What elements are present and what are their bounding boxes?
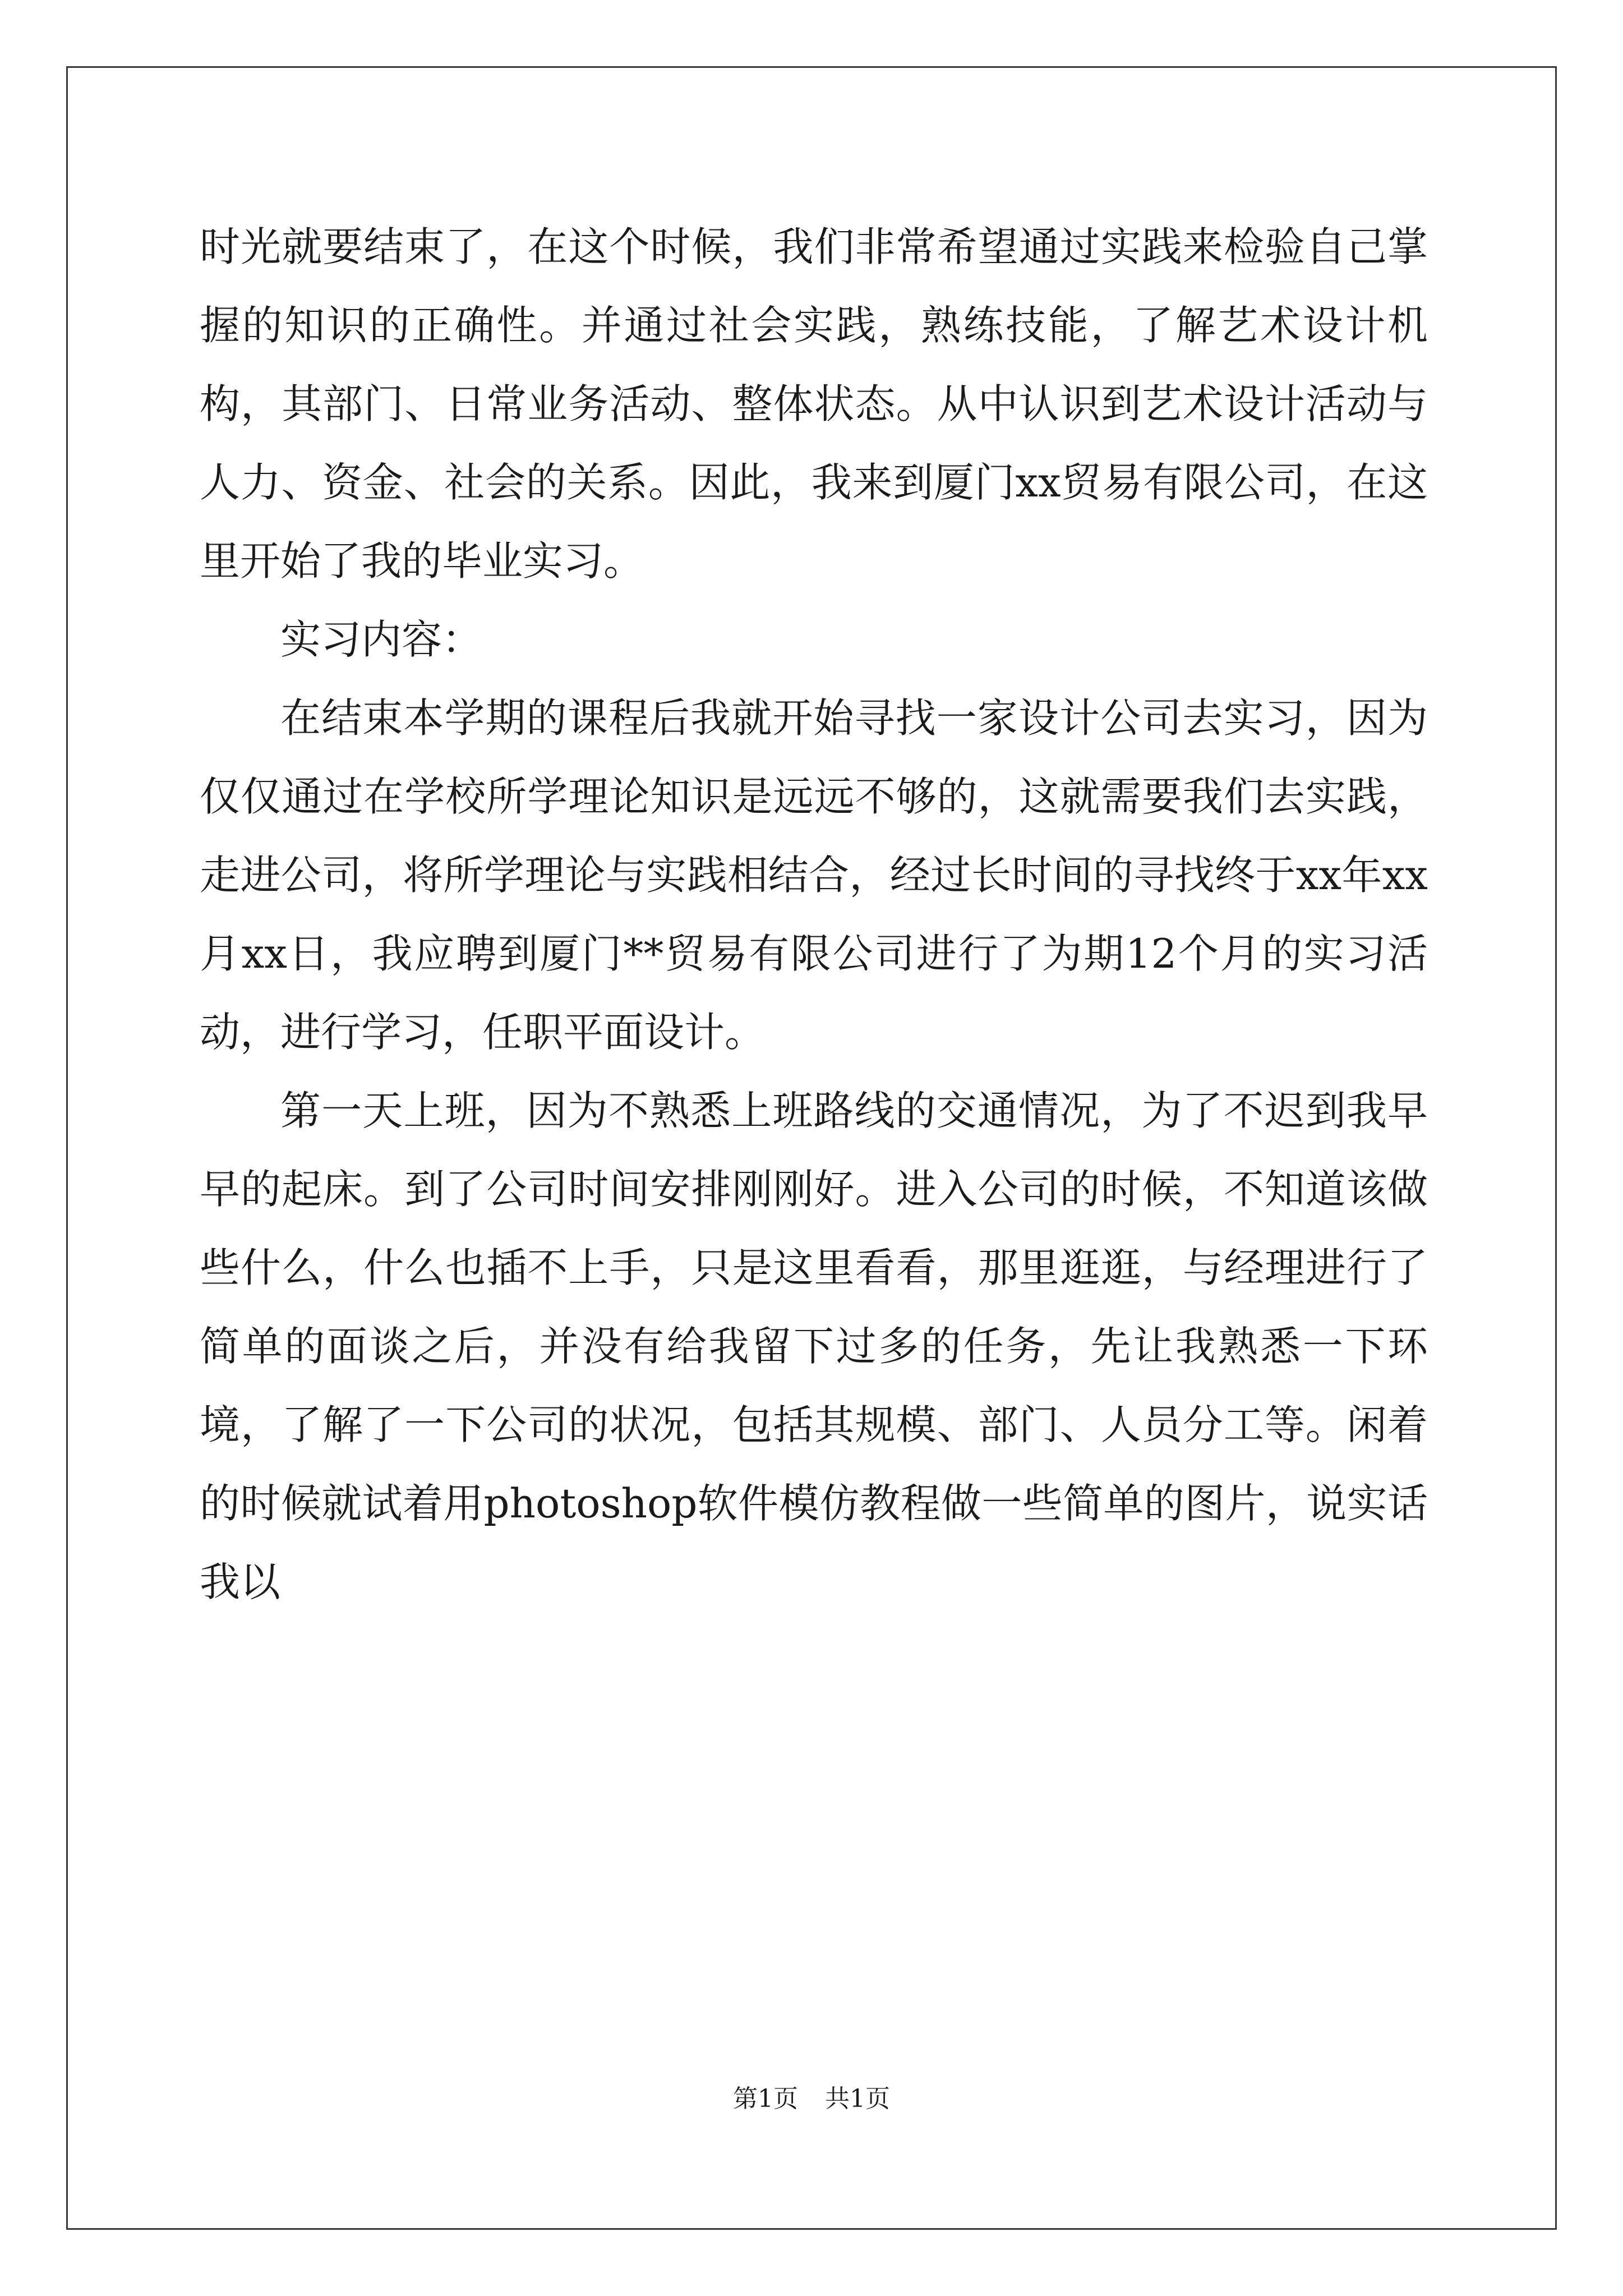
body-text xyxy=(200,208,1428,1621)
page-footer xyxy=(0,2082,1623,2116)
page-total: 共1页 xyxy=(825,2085,890,2113)
page-number: 第1页 xyxy=(733,2085,798,2113)
paragraph-heading-internship-content: 实习内容： xyxy=(280,616,483,663)
paragraph-intro: 时光就要结束了，在这个时候，我们非常希望通过实践来检验自己掌握的知识的正确性。并通过社会实践，熟练技能，了解艺术设计机构，其部门、日常业务活动、整体状态。从中认识到艺术设计活动与人力、资金、社会的关系。因此，我来到厦门xx贸易有限公司，在这里开始了我的毕业实习。 xyxy=(200,223,1428,585)
paragraph-internship-search: 在结束本学期的课程后我就开始寻找一家设计公司去实习，因为仅仅通过在学校所学理论知识是远远不够的，这就需要我们去实践，走进公司，将所学理论与实践相结合，经过长时间的寻找终于xx年xx月xx日，我应聘到厦门**贸易有限公司进行了为期12个月的实习活动，进行学习，任职平面设计。 xyxy=(200,694,1428,1056)
paragraph-first-day: 第一天上班，因为不熟悉上班路线的交通情况，为了不迟到我早早的起床。到了公司时间安排刚刚好。进入公司的时候，不知道该做些什么，什么也插不上手，只是这里看看，那里逛逛，与经理进行了简单的面谈之后，并没有给我留下过多的任务，先让我熟悉一下环境，了解了一下公司的状况，包括其规模、部门、人员分工等。闲着的时候就试着用photoshop软件模仿教程做一些简单的图片，说实话我以 xyxy=(200,1087,1428,1605)
